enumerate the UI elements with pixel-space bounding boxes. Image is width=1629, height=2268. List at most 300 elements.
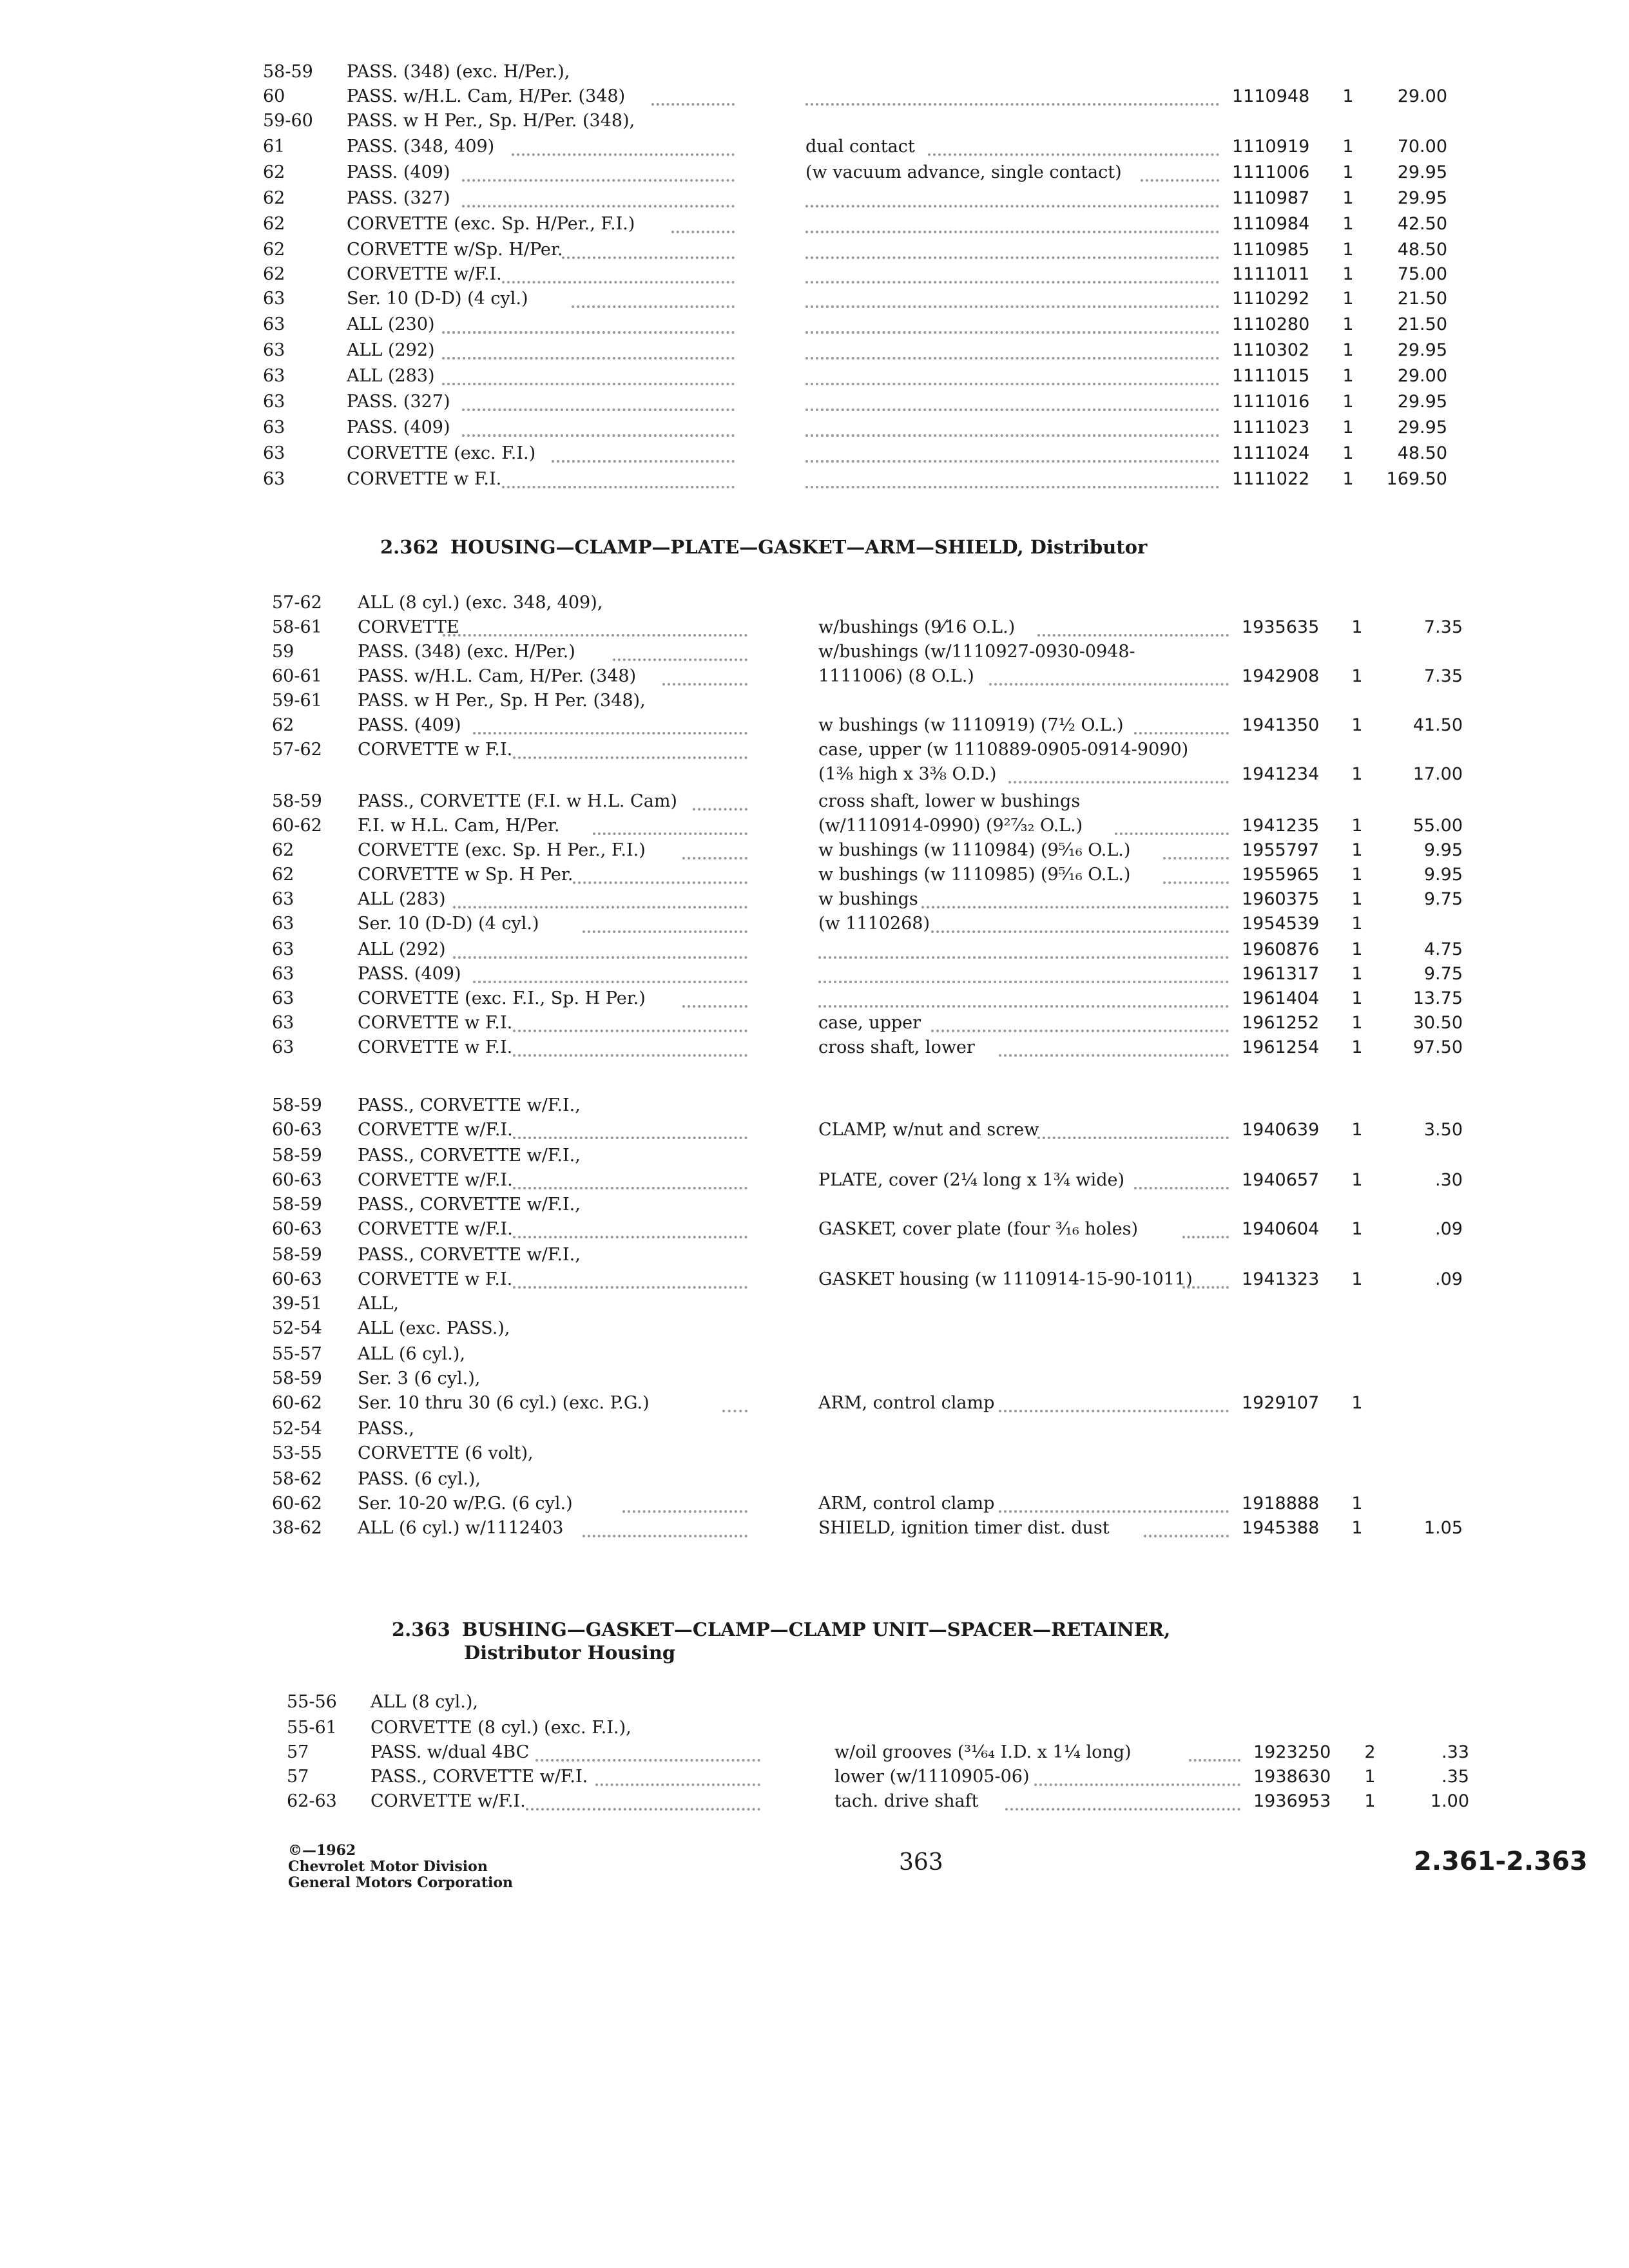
model-application: PASS., — [358, 1419, 414, 1439]
list-price: 29.95 — [1397, 188, 1447, 208]
part-number: 1929107 — [1242, 1393, 1320, 1413]
model-application: Ser. 10 thru 30 (6 cyl.) (exc. P.G.) — [358, 1393, 650, 1413]
leader-dots — [583, 928, 747, 933]
quantity: 1 — [1351, 865, 1363, 885]
quantity: 1 — [1351, 764, 1363, 784]
year-range: 60-63 — [272, 1120, 322, 1140]
part-description: w bushings (w 1110919) (7½ O.L.) — [818, 715, 1124, 735]
year-range: 58-62 — [272, 1469, 322, 1489]
list-price: 7.35 — [1423, 666, 1463, 686]
part-description: w bushings (w 1110984) (9⁵⁄₁₆ O.L.) — [818, 840, 1131, 860]
part-number: 1111015 — [1232, 366, 1310, 386]
part-number: 1940657 — [1242, 1170, 1320, 1190]
model-application: ALL (283) — [347, 366, 435, 386]
year-range: 63 — [272, 889, 294, 909]
leader-dots — [818, 1003, 1229, 1008]
year-range: 63 — [263, 340, 285, 360]
table-row — [0, 889, 1629, 914]
table-row — [0, 1294, 1629, 1318]
quantity: 1 — [1351, 964, 1363, 984]
table-row — [0, 1692, 1629, 1716]
part-description: SHIELD, ignition timer dist. dust — [818, 1518, 1110, 1538]
leader-dots — [453, 903, 748, 908]
leader-dots — [512, 151, 735, 156]
part-description: ARM, control clamp — [818, 1494, 995, 1514]
part-number: 1961317 — [1242, 964, 1320, 984]
year-range: 52-54 — [272, 1318, 322, 1338]
year-range: 62 — [272, 865, 294, 885]
leader-dots — [462, 177, 735, 182]
leader-dots — [805, 432, 1219, 437]
quantity: 1 — [1364, 1767, 1376, 1787]
list-price: 13.75 — [1412, 988, 1463, 1008]
model-application: ALL (exc. PASS.), — [358, 1318, 510, 1338]
model-application: CORVETTE (8 cyl.) (exc. F.I.), — [371, 1718, 631, 1738]
year-range: 63 — [272, 988, 294, 1008]
part-number: 1110302 — [1232, 340, 1310, 360]
model-application: CORVETTE w F.I. — [358, 1037, 513, 1057]
year-range: 58-59 — [272, 1146, 322, 1166]
part-description: w/oil grooves (³¹⁄₆₄ I.D. x 1¼ long) — [834, 1742, 1132, 1762]
leader-dots — [583, 1532, 747, 1537]
quantity: 1 — [1364, 1791, 1376, 1811]
model-application: PASS., CORVETTE w/F.I., — [358, 1195, 581, 1215]
list-price: 29.95 — [1397, 340, 1447, 360]
quantity: 1 — [1351, 988, 1363, 1008]
leader-dots — [805, 329, 1219, 334]
year-range: 55-56 — [287, 1692, 337, 1712]
leader-dots — [622, 1508, 747, 1513]
list-price: 41.50 — [1412, 715, 1463, 735]
table-row — [0, 264, 1629, 289]
part-description: GASKET housing (w 1110914-15-90-1011) — [818, 1269, 1193, 1289]
model-application: PASS. w/H.L. Cam, H/Per. (348) — [358, 666, 637, 686]
part-number: 1111006 — [1232, 162, 1310, 182]
year-range: 59-61 — [272, 691, 322, 711]
year-range: 55-57 — [272, 1344, 322, 1364]
quantity: 1 — [1351, 1120, 1363, 1140]
list-price: 29.95 — [1397, 162, 1447, 182]
year-range: 55-61 — [287, 1718, 337, 1738]
part-description: cross shaft, lower — [818, 1037, 975, 1057]
year-range: 58-59 — [272, 1369, 322, 1389]
quantity: 1 — [1351, 715, 1363, 735]
list-price: 9.75 — [1423, 889, 1463, 909]
table-row — [0, 816, 1629, 840]
table-row — [0, 914, 1629, 938]
part-description: w/bushings (9⁄16 O.L.) — [818, 617, 1016, 637]
year-range: 60-62 — [272, 1494, 322, 1514]
year-range: 58-59 — [272, 1195, 322, 1215]
leader-dots — [671, 228, 735, 233]
year-range: 63 — [272, 1013, 294, 1033]
list-price: 9.95 — [1423, 840, 1463, 860]
list-price: 1.00 — [1430, 1791, 1469, 1811]
table-row — [0, 1344, 1629, 1369]
leader-dots — [999, 1407, 1229, 1412]
leader-dots — [1144, 1532, 1229, 1537]
table-row — [0, 1195, 1629, 1219]
part-number: 1918888 — [1242, 1494, 1320, 1514]
table-row — [0, 366, 1629, 390]
list-price: 21.50 — [1397, 314, 1447, 334]
model-application: CORVETTE (6 volt), — [358, 1443, 534, 1463]
model-application: CORVETTE — [358, 617, 459, 637]
leader-dots — [513, 1283, 748, 1289]
table-row — [0, 1469, 1629, 1494]
year-range: 63 — [263, 469, 285, 489]
part-number: 1110292 — [1232, 289, 1310, 309]
quantity: 1 — [1351, 939, 1363, 959]
list-price: 29.00 — [1397, 86, 1447, 106]
quantity: 1 — [1342, 264, 1354, 284]
table-row — [0, 111, 1629, 135]
year-range: 58-59 — [272, 791, 322, 811]
part-number: 1111011 — [1232, 264, 1310, 284]
table-row — [0, 1318, 1629, 1343]
footer-copyright: ©—1962 — [288, 1842, 356, 1859]
list-price: 29.95 — [1397, 418, 1447, 437]
leader-dots — [651, 101, 735, 106]
year-range: 62 — [263, 214, 285, 234]
leader-dots — [1115, 830, 1229, 835]
year-range: 63 — [272, 939, 294, 959]
model-application: ALL (8 cyl.), — [371, 1692, 478, 1712]
table-row — [0, 840, 1629, 865]
part-number: 1110280 — [1232, 314, 1310, 334]
leader-dots — [513, 1233, 748, 1238]
leader-dots — [513, 1134, 748, 1139]
model-application: PASS. (348, 409) — [347, 137, 495, 157]
model-application: PASS., CORVETTE w/F.I., — [358, 1146, 581, 1166]
list-price: 55.00 — [1412, 816, 1463, 836]
model-application: PASS. w/H.L. Cam, H/Per. (348) — [347, 86, 626, 106]
leader-dots — [1182, 1283, 1229, 1289]
quantity: 1 — [1342, 340, 1354, 360]
part-description: GASKET, cover plate (four ³⁄₁₆ holes) — [818, 1219, 1139, 1239]
list-price: 4.75 — [1423, 939, 1463, 959]
model-application: ALL, — [358, 1294, 399, 1314]
part-number: 1941235 — [1242, 816, 1320, 836]
leader-dots — [442, 354, 735, 360]
model-application: PASS. (327) — [347, 188, 450, 208]
model-application: ALL (292) — [347, 340, 435, 360]
table-row — [0, 1013, 1629, 1037]
leader-dots — [1141, 177, 1219, 182]
model-application: ALL (8 cyl.) (exc. 348, 409), — [358, 593, 603, 613]
year-range: 63 — [263, 392, 285, 412]
model-application: PASS. (348) (exc. H/Per.), — [347, 62, 570, 82]
table-row — [0, 1791, 1629, 1816]
model-application: Ser. 10-20 w/P.G. (6 cyl.) — [358, 1494, 573, 1514]
table-row — [0, 340, 1629, 365]
table-row — [0, 1718, 1629, 1742]
list-price: 48.50 — [1397, 240, 1447, 260]
model-application: Ser. 10 (D-D) (4 cyl.) — [358, 914, 539, 934]
list-price: 169.50 — [1386, 469, 1447, 489]
part-number: 1941350 — [1242, 715, 1320, 735]
leader-dots — [573, 879, 748, 884]
leader-dots — [805, 202, 1219, 207]
table-row — [0, 1037, 1629, 1062]
quantity: 1 — [1351, 1037, 1363, 1057]
model-application: PASS. w H Per., Sp. H/Per. (348), — [347, 111, 635, 131]
list-price: 30.50 — [1412, 1013, 1463, 1033]
leader-dots — [443, 631, 747, 637]
table-row — [0, 214, 1629, 238]
leader-dots — [1008, 778, 1229, 783]
list-price: 17.00 — [1412, 764, 1463, 784]
year-range: 57 — [287, 1767, 309, 1787]
model-application: ALL (283) — [358, 889, 446, 909]
leader-dots — [818, 978, 1229, 983]
quantity: 1 — [1342, 418, 1354, 437]
leader-dots — [1163, 879, 1229, 884]
quantity: 2 — [1364, 1742, 1376, 1762]
table-row — [0, 1146, 1629, 1170]
part-description: PLATE, cover (2¼ long x 1¾ wide) — [818, 1170, 1124, 1190]
table-row — [0, 1095, 1629, 1120]
leader-dots — [572, 303, 735, 308]
footer-division: Chevrolet Motor Division — [288, 1858, 488, 1875]
model-application: PASS. (409) — [347, 162, 450, 182]
table-row — [0, 418, 1629, 442]
year-range: 57-62 — [272, 740, 322, 760]
list-price: .09 — [1435, 1269, 1463, 1289]
quantity: 1 — [1351, 666, 1363, 686]
table-row — [0, 137, 1629, 161]
quantity: 1 — [1342, 137, 1354, 157]
leader-dots — [535, 1756, 760, 1762]
model-application: ALL (230) — [347, 314, 435, 334]
list-price: 9.95 — [1423, 865, 1463, 885]
list-price: 7.35 — [1423, 617, 1463, 637]
list-price: 42.50 — [1397, 214, 1447, 234]
leader-dots — [805, 278, 1219, 284]
leader-dots — [682, 854, 747, 860]
list-price: 1.05 — [1423, 1518, 1463, 1538]
year-range: 60-63 — [272, 1219, 322, 1239]
part-number: 1110985 — [1232, 240, 1310, 260]
table-row — [0, 162, 1629, 187]
part-description: dual contact — [805, 137, 915, 157]
list-price: 75.00 — [1397, 264, 1447, 284]
part-number: 1954539 — [1242, 914, 1320, 934]
model-application: PASS. (409) — [347, 418, 450, 437]
table-row — [0, 791, 1629, 816]
part-description: lower (w/1110905-06) — [834, 1767, 1030, 1787]
list-price: 29.95 — [1397, 392, 1447, 412]
year-range: 58-59 — [263, 62, 313, 82]
part-number: 1961404 — [1242, 988, 1320, 1008]
leader-dots — [502, 483, 735, 488]
year-range: 57-62 — [272, 593, 322, 613]
leader-dots — [928, 151, 1219, 156]
table-row — [0, 1494, 1629, 1518]
table-row — [0, 1369, 1629, 1393]
section-2362-title: HOUSING—CLAMP—PLATE—GASKET—ARM—SHIELD, Distributor — [450, 536, 1148, 558]
table-row — [0, 691, 1629, 715]
section-2363-title: BUSHING—GASKET—CLAMP—CLAMP UNIT—SPACER—RETAINER, — [461, 1619, 1171, 1640]
part-number: 1110987 — [1232, 188, 1310, 208]
quantity: 1 — [1342, 240, 1354, 260]
year-range: 62 — [263, 162, 285, 182]
part-description: w bushings — [818, 889, 918, 909]
leader-dots — [662, 680, 747, 686]
table-row — [0, 666, 1629, 691]
quantity: 1 — [1351, 914, 1363, 934]
part-number: 1111016 — [1232, 392, 1310, 412]
quantity: 1 — [1351, 1269, 1363, 1289]
part-description: tach. drive shaft — [834, 1791, 979, 1811]
part-number: 1960876 — [1242, 939, 1320, 959]
leader-dots — [502, 278, 735, 284]
model-application: CORVETTE (exc. F.I., Sp. H Per.) — [358, 988, 646, 1008]
model-application: CORVETTE w F.I. — [358, 1269, 513, 1289]
leader-dots — [1037, 1134, 1229, 1139]
section-2363-number: 2.363 — [392, 1619, 450, 1640]
model-application: PASS., CORVETTE w/F.I., — [358, 1095, 581, 1115]
year-range: 63 — [263, 418, 285, 437]
leader-dots — [513, 754, 748, 759]
quantity: 1 — [1351, 1518, 1363, 1538]
leader-dots — [931, 928, 1229, 933]
table-row — [0, 593, 1629, 617]
leader-dots — [453, 954, 748, 959]
leader-dots — [1189, 1756, 1240, 1762]
part-description: ARM, control clamp — [818, 1393, 995, 1413]
model-application: PASS. (409) — [358, 964, 461, 984]
model-application: PASS. (327) — [347, 392, 450, 412]
leader-dots — [682, 1003, 747, 1008]
part-number: 1945388 — [1242, 1518, 1320, 1538]
year-range: 58-61 — [272, 617, 322, 637]
year-range: 38-62 — [272, 1518, 322, 1538]
leader-dots — [593, 830, 748, 835]
part-number: 1940604 — [1242, 1219, 1320, 1239]
leader-dots — [513, 1184, 748, 1189]
table-row — [0, 86, 1629, 111]
year-range: 58-59 — [272, 1095, 322, 1115]
quantity: 1 — [1351, 1494, 1363, 1514]
year-range: 63 — [272, 1037, 294, 1057]
leader-dots — [805, 483, 1219, 488]
model-application: CORVETTE w/F.I. — [358, 1120, 513, 1140]
model-application: CORVETTE w/F.I. — [358, 1170, 513, 1190]
part-description: CLAMP, w/nut and screw — [818, 1120, 1039, 1140]
year-range: 59-60 — [263, 111, 313, 131]
quantity: 1 — [1351, 1170, 1363, 1190]
leader-dots — [473, 978, 748, 983]
leader-dots — [805, 254, 1219, 259]
table-row — [0, 865, 1629, 889]
part-description: (w 1110268) — [818, 914, 930, 934]
leader-dots — [562, 254, 735, 259]
part-description: w bushings (w 1110985) (9⁵⁄₁₆ O.L.) — [818, 865, 1131, 885]
quantity: 1 — [1351, 840, 1363, 860]
part-number: 1960375 — [1242, 889, 1320, 909]
leader-dots — [805, 380, 1219, 385]
table-row — [0, 392, 1629, 416]
table-row — [0, 1393, 1629, 1418]
leader-dots — [805, 457, 1219, 463]
leader-dots — [805, 303, 1219, 308]
quantity: 1 — [1342, 469, 1354, 489]
leader-dots — [1034, 1781, 1240, 1786]
list-price: 70.00 — [1397, 137, 1447, 157]
leader-dots — [513, 1052, 748, 1057]
list-price: 29.00 — [1397, 366, 1447, 386]
list-price: 9.75 — [1423, 964, 1463, 984]
leader-dots — [595, 1781, 760, 1786]
table-row — [0, 617, 1629, 642]
quantity: 1 — [1342, 443, 1354, 463]
quantity: 1 — [1342, 366, 1354, 386]
model-application: PASS., CORVETTE w/F.I., — [358, 1245, 581, 1265]
footer-credits — [288, 1843, 513, 1891]
leader-dots — [693, 805, 748, 811]
part-number: 1111023 — [1232, 418, 1310, 437]
year-range: 39-51 — [272, 1294, 322, 1314]
table-row — [0, 1443, 1629, 1468]
table-row — [0, 469, 1629, 494]
year-range: 63 — [263, 314, 285, 334]
year-range: 62 — [263, 240, 285, 260]
model-application: CORVETTE (exc. Sp. H Per., F.I.) — [358, 840, 646, 860]
leader-dots — [805, 354, 1219, 360]
quantity: 1 — [1351, 1393, 1363, 1413]
table-row — [0, 1245, 1629, 1269]
quantity: 1 — [1351, 617, 1363, 637]
year-range: 63 — [272, 914, 294, 934]
model-application: CORVETTE w/F.I. — [358, 1219, 513, 1239]
year-range: 62 — [263, 264, 285, 284]
part-number: 1955965 — [1242, 865, 1320, 885]
part-number: 1940639 — [1242, 1120, 1320, 1140]
leader-dots — [921, 903, 1229, 908]
list-price: .09 — [1435, 1219, 1463, 1239]
part-number: 1938630 — [1253, 1767, 1331, 1787]
model-application: ALL (6 cyl.) w/1112403 — [358, 1518, 564, 1538]
year-range: 63 — [272, 964, 294, 984]
table-row — [0, 314, 1629, 339]
leader-dots — [989, 680, 1229, 686]
part-number: 1961252 — [1242, 1013, 1320, 1033]
table-row — [0, 1419, 1629, 1443]
section-2362-number: 2.362 — [380, 536, 439, 558]
model-application: PASS. (409) — [358, 715, 461, 735]
list-price: .33 — [1441, 1742, 1469, 1762]
year-range: 52-54 — [272, 1419, 322, 1439]
leader-dots — [1037, 631, 1229, 637]
table-row — [0, 1120, 1629, 1144]
quantity: 1 — [1351, 1219, 1363, 1239]
leader-dots — [442, 380, 735, 385]
list-price: 3.50 — [1423, 1120, 1463, 1140]
leader-dots — [931, 1027, 1229, 1032]
table-row — [0, 1742, 1629, 1767]
year-range: 60-62 — [272, 1393, 322, 1413]
year-range: 60 — [263, 86, 285, 106]
leader-dots — [513, 1027, 748, 1032]
table-row — [0, 715, 1629, 740]
year-range: 60-63 — [272, 1170, 322, 1190]
year-range: 60-61 — [272, 666, 322, 686]
table-row — [0, 740, 1629, 764]
leader-dots — [1005, 1805, 1240, 1811]
part-number: 1941234 — [1242, 764, 1320, 784]
model-application: CORVETTE w/F.I. — [371, 1791, 526, 1811]
